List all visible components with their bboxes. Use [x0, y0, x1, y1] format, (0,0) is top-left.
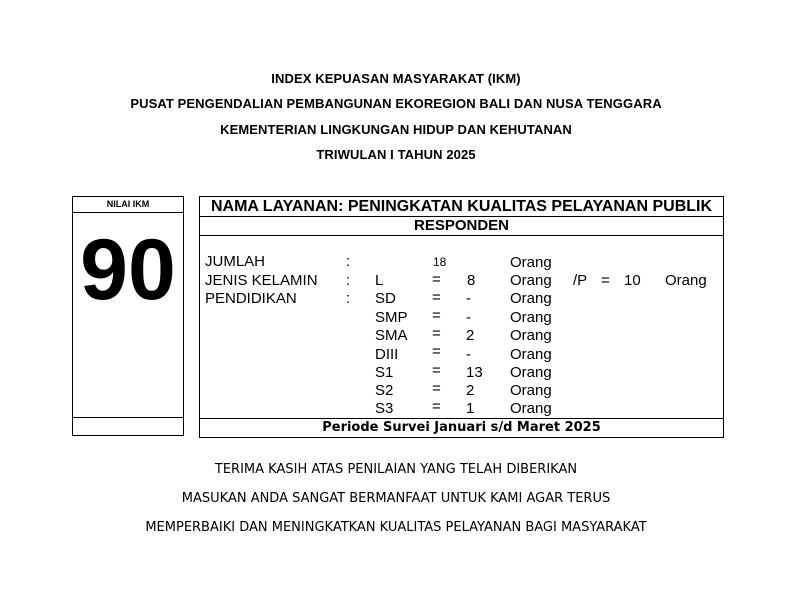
pendidikan-colon: :	[346, 290, 351, 307]
education-unit: Orang	[510, 309, 552, 326]
female-eq: =	[601, 272, 610, 289]
improvement-line: MEMPERBAIKI DAN MENINGKATKAN KUALITAS PELAYANAN BAGI MASYARAKAT	[145, 520, 647, 535]
survey-period: Periode Survei Januari s/d Maret 2025	[200, 418, 723, 437]
female-value: 10	[624, 272, 641, 289]
service-info-box	[199, 196, 724, 438]
thank-you-line: TERIMA KASIH ATAS PENILAIAN YANG TELAH DIBERIKAN	[214, 462, 578, 477]
feedback-line: MASUKAN ANDA SANGAT BERMANFAAT UNTUK KAMI AGAR TERUS	[181, 491, 611, 506]
jumlah-colon: :	[346, 253, 351, 270]
education-level: S3	[375, 400, 394, 417]
education-eq: =	[432, 398, 441, 415]
education-value: -	[466, 309, 471, 326]
education-value: -	[466, 346, 471, 363]
education-unit: Orang	[510, 400, 552, 417]
responden-title: RESPONDEN	[200, 217, 723, 236]
service-name: NAMA LAYANAN: PENINGKATAN KUALITAS PELAYANAN PUBLIK	[200, 197, 723, 217]
education-unit: Orang	[510, 382, 552, 399]
jumlah-unit: Orang	[510, 254, 552, 271]
male-eq: =	[432, 271, 441, 288]
male-unit: Orang	[510, 272, 552, 289]
education-level: SMP	[375, 309, 408, 326]
jenis-kelamin-label: JENIS KELAMIN	[205, 272, 318, 289]
education-value: 2	[466, 327, 475, 344]
female-unit: Orang	[665, 272, 707, 289]
education-level: S2	[375, 382, 394, 399]
education-level: DIII	[375, 346, 399, 363]
education-unit: Orang	[510, 346, 552, 363]
title-ikm: INDEX KEPUASAN MASYARAKAT (IKM)	[271, 71, 521, 86]
title-ministry: KEMENTERIAN LINGKUNGAN HIDUP DAN KEHUTANAN	[220, 122, 572, 137]
education-value: 13	[466, 364, 483, 381]
male-value: 8	[467, 272, 476, 289]
jumlah-value: 18	[433, 255, 447, 269]
education-eq: =	[432, 325, 441, 342]
education-value: 2	[466, 382, 475, 399]
education-eq: =	[432, 380, 441, 397]
education-level: S1	[375, 364, 394, 381]
education-eq: =	[432, 343, 441, 360]
jenis-kelamin-colon: :	[346, 272, 351, 289]
education-level: SMA	[375, 327, 408, 344]
education-unit: Orang	[510, 364, 552, 381]
education-eq: =	[432, 362, 441, 379]
male-code: L	[375, 272, 384, 289]
education-unit: Orang	[510, 327, 552, 344]
ikm-label: NILAI IKM	[73, 197, 183, 213]
education-eq: =	[432, 307, 441, 324]
education-unit: Orang	[510, 290, 552, 307]
education-level: SD	[375, 290, 396, 307]
ikm-footer-divider	[73, 417, 183, 418]
ikm-score-box	[72, 196, 184, 436]
pendidikan-label: PENDIDIKAN	[205, 290, 297, 307]
title-institution: PUSAT PENGENDALIAN PEMBANGUNAN EKOREGION BALI DAN NUSA TENGGARA	[130, 96, 662, 111]
title-period: TRIWULAN I TAHUN 2025	[316, 147, 476, 162]
education-eq: =	[432, 289, 441, 306]
ikm-value: 90	[80, 222, 176, 318]
education-value: 1	[466, 400, 475, 417]
education-value: -	[466, 290, 471, 307]
jumlah-label: JUMLAH	[205, 253, 266, 270]
female-code: /P	[573, 272, 588, 289]
